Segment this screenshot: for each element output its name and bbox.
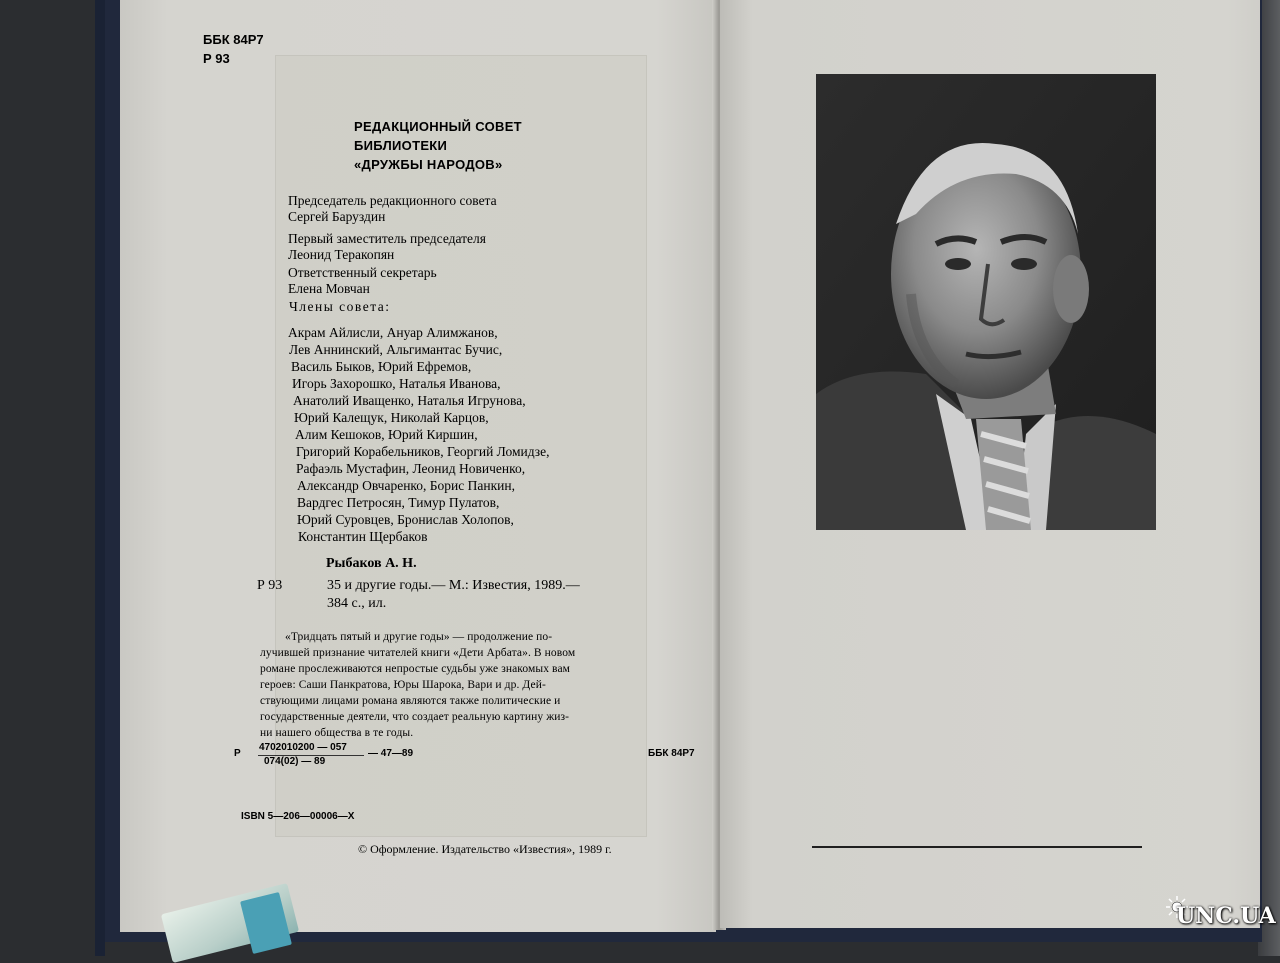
annotation-line: государственные деятели, что создает реальную картину жиз- (260, 711, 570, 723)
member-line: Константин Щербаков (298, 529, 428, 544)
portrait-illustration (816, 74, 1156, 530)
member-line: Акрам Айлисли, Ануар Алимжанов, (288, 325, 498, 340)
member-line: Игорь Захорошко, Наталья Иванова, (292, 376, 501, 391)
annotation-line: героев: Саши Панкратова, Юры Шарока, Вари и др. Дей- (260, 679, 546, 691)
bbk-code-top: ББК 84Р7 (203, 32, 264, 47)
formula-letter: Р (234, 748, 241, 759)
role-name-secretary: Елена Мовчан (288, 281, 370, 296)
member-line: Юрий Суровцев, Бронислав Холопов, (297, 512, 514, 527)
formula-suffix: — 47—89 (368, 748, 414, 759)
imprint-line-2: 384 с., ил. (327, 596, 387, 611)
annotation-line: лучившей признание читателей книги «Дети Арбата». В новом (260, 647, 576, 659)
council-heading-2: БИБЛИОТЕКИ (354, 138, 448, 153)
formula-numerator: 4702010200 — 057 (259, 742, 347, 753)
book-cover-edge (95, 0, 105, 956)
catalog-index: Р 93 (257, 578, 283, 593)
isbn: ISBN 5—206—00006—X (241, 811, 355, 822)
annotation-line: «Тридцать пятый и другие годы» — продолжение по- (285, 631, 553, 643)
portrait-photo (816, 74, 1156, 530)
role-title-deputy: Первый заместитель председателя (288, 231, 486, 246)
member-line: Григорий Корабельников, Георгий Ломидзе, (296, 444, 550, 459)
decorative-rule (812, 846, 1142, 848)
council-heading-3: «ДРУЖБЫ НАРОДОВ» (354, 157, 503, 172)
member-line: Александр Овчаренко, Борис Панкин, (297, 478, 515, 493)
member-line: Анатолий Иващенко, Наталья Игрунова, (293, 393, 526, 408)
member-line: Юрий Калещук, Николай Карцов, (294, 410, 489, 425)
member-line: Рафаэль Мустафин, Леонид Новиченко, (296, 461, 526, 476)
imprint-line-1: 35 и другие годы.— М.: Известия, 1989.— (327, 578, 580, 593)
member-line: Лев Аннинский, Альгимантас Бучис, (289, 342, 503, 357)
copyright-line: © Оформление. Издательство «Известия», 1989 г. (358, 842, 612, 856)
council-heading-1: РЕДАКЦИОННЫЙ СОВЕТ (354, 119, 522, 134)
role-title-secretary: Ответственный секретарь (288, 265, 437, 280)
formula-bbk: ББК 84Р7 (648, 748, 695, 759)
role-name-deputy: Леонид Теракопян (288, 247, 395, 262)
annotation-line: ни нашего общества в те годы. (260, 727, 414, 739)
role-title-chair: Председатель редакционного совета (288, 193, 497, 208)
member-line: Вардгес Петросян, Тимур Пулатов, (297, 495, 500, 510)
member-line: Алим Кешоков, Юрий Киршин, (295, 427, 478, 442)
watermark-text: UNC.UA (1176, 903, 1276, 929)
annotation-line: ствующими лицами романа являются также политические и (260, 695, 561, 707)
index-code-top: Р 93 (203, 51, 230, 66)
member-line: Василь Быков, Юрий Ефремов, (291, 359, 472, 374)
formula-denominator: 074(02) — 89 (264, 756, 326, 767)
role-name-chair: Сергей Баруздин (288, 209, 386, 224)
author-name: Рыбаков А. Н. (326, 556, 417, 571)
annotation-line: романе прослеживаются непростые судьбы уже знакомых вам (260, 663, 571, 675)
members-heading: Члены совета: (289, 299, 391, 314)
